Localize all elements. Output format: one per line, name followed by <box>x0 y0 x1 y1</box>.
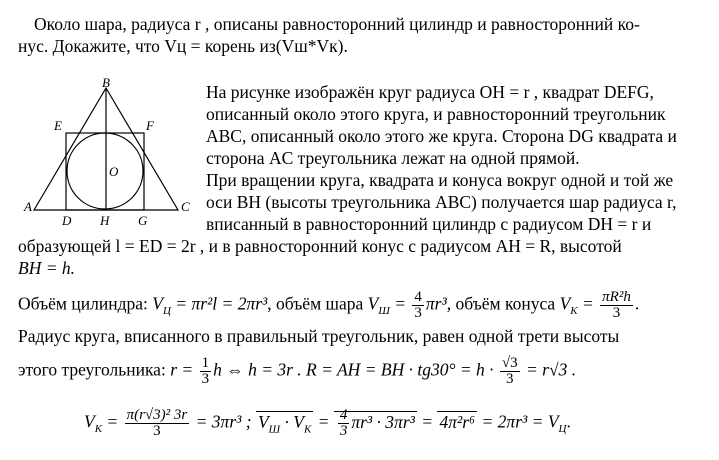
para-line-6: оси BH (высоты треугольника ABC) получается шар радиуса r, <box>206 192 677 212</box>
v-cyl: V <box>152 293 163 314</box>
para-line-5: При вращении круга, квадрата и конуса вокруг одной и той же <box>206 170 674 190</box>
label-d: D <box>62 213 72 228</box>
final-end: = 2πr³ = V <box>481 411 559 432</box>
frac-1-3: $\frac{1}{3}$ <box>201 355 210 387</box>
label-h: H <box>100 213 110 228</box>
v-cyl-expr: = πr²l = 2πr³ <box>175 293 268 314</box>
para-line-8: образующей l = ED = 2r , и в равносторонний конус с радиусом AH = R, высотой <box>18 236 622 256</box>
label-g: G <box>138 213 148 228</box>
para-line-9: BH = h. <box>18 258 76 278</box>
para-line-1: На рисунке изображён круг радиуса OH = r , квадрат DEFG, <box>206 82 654 102</box>
radius-prefix: этого треугольника: <box>18 359 166 380</box>
radius-expr: h ⇔ h = 3r . R = AH = BH · tg30° = h · <box>213 359 494 380</box>
label-e: E <box>54 118 62 133</box>
volumes-prefix: Объём цилиндра: <box>18 293 148 314</box>
para-line-7: вписанный в равносторонний цилиндр с радиусом DH = r и <box>206 214 652 234</box>
para-line-4: сторона AC треугольника лежат на одной прямой. <box>206 148 580 168</box>
sqrt-product: $V_Ш \cdot V_К$ <box>257 411 312 436</box>
inscribed-circle <box>67 133 143 209</box>
v-cone-label: , объём конуса <box>446 293 556 314</box>
radius-end: = r√3 . <box>525 359 577 380</box>
para-line-2: описанный около этого круга, и равносторонний треугольник <box>206 104 666 124</box>
v-ball-label: , объём шара <box>267 293 364 314</box>
problem-line-2: нус. Докажите, что Vц = корень из(Vш*Vк). <box>18 36 348 56</box>
label-f: F <box>146 118 154 133</box>
frac-sqrt3-3: $\frac{√3}{3}$ <box>501 355 518 387</box>
v-ball-sub: Ш <box>378 305 390 318</box>
label-a: A <box>24 199 32 214</box>
final-line: $V_К$ = $\frac{\text{π(r√3)² 3r}}{3}$ = 3πr³ ; $V_Ш \cdot V_К$ = $\frac{4}{3}$ $\pi r^3 \cdot 3\pi r^3 = 4\pi^2r^6 = 2\pi r^3 = V_Ц$. <box>84 407 571 439</box>
final-mid: = 3πr³ ; <box>195 411 252 432</box>
geometry-figure <box>18 78 194 228</box>
label-o: O <box>109 164 119 179</box>
label-c: C <box>181 199 190 214</box>
v-cone-sub: К <box>570 305 578 318</box>
sqrt-product-expanded: $\frac{4}{3}$ πr³ · 3πr³ <box>334 411 417 432</box>
volumes-line: Объём цилиндра: $V_Ц = \pi r^2l = 2\pi r^3$, объём шара $V_Ш$ = $\frac{4}{3}$ πr³, объём конуса $V_К$ = $\frac{\text{πR²h}}{3}$ . <box>18 289 640 321</box>
radius-line-2: этого треугольника: r = $\frac{1}{3}$ h ⇔ h = 3r . R = AH = BH · tg30° = h · $\frac{√3}{3}$ = r√3 . <box>18 355 577 387</box>
radius-line-1: Радиус круга, вписанного в правильный треугольник, равен одной трети высоты <box>18 326 620 346</box>
problem-line-1: Около шара, радиуса r , описаны равносторонний цилиндр и равносторонний ко- <box>34 14 640 34</box>
frac-cone: $\frac{\text{πR²h}}{3}$ <box>602 289 631 321</box>
frac-vk: $\frac{\text{π(r√3)² 3r}}{3}$ <box>126 407 188 439</box>
frac-4-3: $\frac{4}{3}$ <box>414 289 422 321</box>
v-cyl-sub: Ц <box>162 305 171 318</box>
para-line-3: ABC, описанный около этого же круга. Сторона DG квадрата и <box>206 126 677 146</box>
label-b: B <box>102 78 110 90</box>
sqrt-final: 4π²r⁶ <box>439 411 476 432</box>
